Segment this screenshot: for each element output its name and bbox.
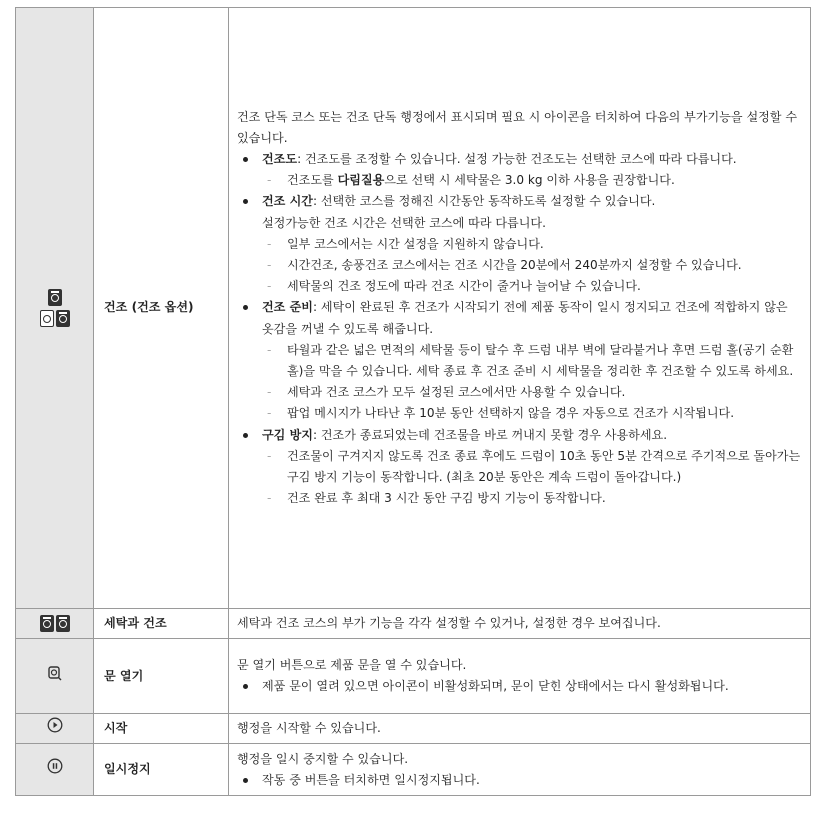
icon-cell [16,744,94,796]
bullet-title: 건조도 [262,151,298,166]
door-open-icon [47,665,63,681]
feature-description [229,8,811,609]
feature-table [15,7,811,796]
sub-item: - 건조도를 다림질용으로 선택 시 세탁물은 3.0 kg 이하 사용을 권장합니다. [237,170,802,191]
sub-item: - 팝업 메시지가 나타난 후 10분 동안 선택하지 않을 경우 자동으로 건조가 시작됩니다. [237,403,802,424]
sub-item: - 건조 완료 후 최대 3 시간 동안 구김 방지 기능이 동작합니다. [237,488,802,509]
feature-name: 세탁과 건조 [94,609,229,639]
play-icon [47,717,63,733]
bullet-title: 건조 시간 [262,194,313,209]
sub-item: - 일부 코스에서는 시간 설정을 지원하지 않습니다. [237,234,802,255]
dry-intro: 건조 단독 코스 또는 건조 단독 행정에서 표시되며 필요 시 아이콘을 터치하여 다음의 부가기능을 설정할 수 있습니다. [237,109,798,145]
table-row [16,609,811,639]
table-row [16,744,811,796]
feature-name: 일시정지 [94,744,229,796]
washer-dryer-icon [40,310,70,327]
feature-description: 행정을 일시 중지할 수 있습니다. 작동 중 버튼을 터치하면 일시정지됩니다. [229,744,811,796]
sub-item: - 세탁물의 건조 정도에 따라 건조 시간이 줄거나 늘어날 수 있습니다. [237,276,802,297]
bullet-dry-level: 건조도: 건조도를 조정할 수 있습니다. 설정 가능한 건조도는 선택한 코스에 따라 다릅니다. [237,149,802,170]
feature-description: 행정을 시작할 수 있습니다. [229,714,811,744]
washer-dryer-icon [16,615,93,632]
table-row [16,8,811,609]
dryer-icon [48,289,62,306]
sub-item: - 타월과 같은 넓은 면적의 세탁물 등이 탈수 후 드럼 내부 벽에 달라붙거나 후면 드럼 홀(공기 순환 홀)을 막을 수 있습니다. 세탁 종료 후 건조 준비 시 세탁물을 정리한 후 건조할 수 있도록 하세요. [237,340,802,382]
icon-cell [16,8,94,609]
bullet-title: 구김 방지 [262,427,313,442]
bullet-dry-prep: 건조 준비: 세탁이 완료된 후 건조가 시작되기 전에 제품 동작이 일시 정지되고 건조에 적합하지 않은 옷감을 꺼낼 수 있도록 해줍니다. [237,297,802,339]
table-row [16,714,811,744]
feature-name: 시작 [94,714,229,744]
sub-item: - 건조물이 구겨지지 않도록 건조 종료 후에도 드럼이 10초 동안 5분 간격으로 주기적으로 돌아가는 구김 방지 기능이 동작합니다. (최초 20분 동안은 계속 드럼이 돌아갑니다.) [237,446,802,488]
feature-name: 건조 (건조 옵션) [94,8,229,609]
bullet-continuation: 설정가능한 건조 시간은 선택한 코스에 따라 다릅니다. [262,215,546,230]
pause-icon [47,758,63,774]
feature-description: 세탁과 건조 코스의 부가 기능을 각각 설정할 수 있거나, 설정한 경우 보여집니다. [229,609,811,639]
bullet-item: 제품 문이 열려 있으면 아이콘이 비활성화되며, 문이 닫힌 상태에서는 다시 활성화됩니다. [237,676,802,697]
feature-name: 문 열기 [94,639,229,714]
table-row [16,639,811,714]
bullet-dry-time: 건조 시간: 선택한 코스를 정해진 시간동안 동작하도록 설정할 수 있습니다. [237,191,802,212]
icon-cell [16,714,94,744]
icon-cell [16,639,94,714]
sub-item: - 세탁과 건조 코스가 모두 설정된 코스에서만 사용할 수 있습니다. [237,382,802,403]
bullet-wrinkle: 구김 방지: 건조가 종료되었는데 건조물을 바로 꺼내지 못할 경우 사용하세요. [237,425,802,446]
bullet-item: 작동 중 버튼을 터치하면 일시정지됩니다. [237,770,802,791]
bullet-title: 건조 준비 [262,300,313,315]
feature-description: 문 열기 버튼으로 제품 문을 열 수 있습니다. 제품 문이 열려 있으면 아이콘이 비활성화되며, 문이 닫힌 상태에서는 다시 활성화됩니다. [229,639,811,714]
sub-item: - 시간건조, 송풍건조 코스에서는 건조 시간을 20분에서 240분까지 설정할 수 있습니다. [237,255,802,276]
icon-cell [16,609,94,639]
